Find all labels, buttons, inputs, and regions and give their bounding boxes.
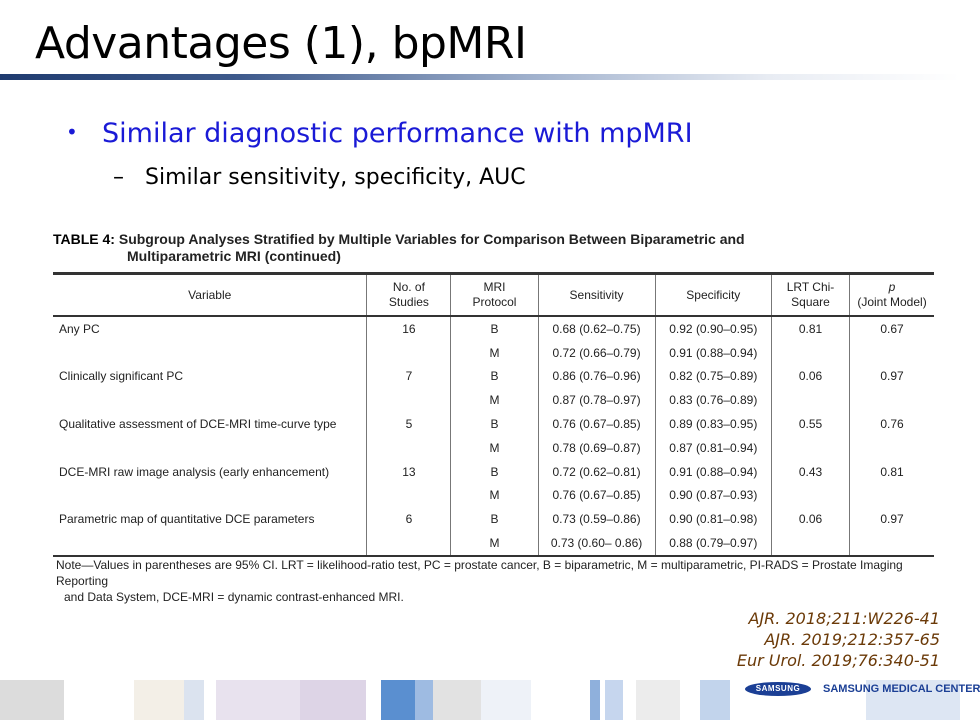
cell-p [850,436,934,460]
footer-block [433,680,481,720]
cell-lrt [772,388,850,412]
footer-block [700,680,730,720]
cell-lrt [772,341,850,365]
cell-specificity: 0.82 (0.75–0.89) [655,365,771,389]
cell-protocol: B [451,316,538,341]
cell-protocol: B [451,412,538,436]
header-specificity: Specificity [655,274,771,317]
header-mri-protocol: MRI Protocol [451,274,538,317]
cell-variable: Qualitative assessment of DCE-MRI time-curve type [59,417,337,432]
cell-lrt: 0.55 [772,412,850,436]
footer-block [415,680,433,720]
cell-sensitivity: 0.86 (0.76–0.96) [538,365,655,389]
cell-p [850,531,934,556]
results-table [53,272,934,557]
cell-lrt [772,531,850,556]
table-row [53,316,934,341]
cell-p: 0.97 [850,507,934,531]
bullet-dot-icon: • [66,120,78,144]
cell-variable [53,341,367,365]
table-row [53,341,934,365]
cell-sensitivity: 0.87 (0.78–0.97) [538,388,655,412]
header-sensitivity: Sensitivity [538,274,655,317]
cell-protocol: M [451,341,538,365]
cell-variable: Clinically significant PC [59,369,184,384]
table-row [53,388,934,412]
cell-sensitivity: 0.72 (0.66–0.79) [538,341,655,365]
cell-p: 0.81 [850,460,934,484]
header-p-joint: p (Joint Model) [850,274,934,317]
reference-1: AJR. 2018;211:W226-41 [748,609,940,628]
footer-block [216,680,300,720]
footer-block [0,680,64,720]
cell-variable: Parametric map of quantitative DCE parameters [59,512,315,527]
cell-lrt: 0.06 [772,507,850,531]
footer-block [300,680,366,720]
reference-2: AJR. 2019;212:357-65 [764,630,940,649]
cell-studies: 7 [367,365,451,389]
header-lrt: LRT Chi- Square [772,274,850,317]
cell-variable: Any PC [59,321,100,336]
cell-lrt [772,436,850,460]
cell-sensitivity: 0.72 (0.62–0.81) [538,460,655,484]
footer-block [636,680,680,720]
cell-studies [367,484,451,508]
cell-lrt [772,484,850,508]
table-header-row [53,274,934,317]
samsung-logo-oval: SAMSUNG [745,682,811,696]
cell-studies [367,341,451,365]
cell-p [850,484,934,508]
table-caption-line1: Subgroup Analyses Stratified by Multiple Variables for Comparison Between Biparametric and [118,231,745,247]
cell-specificity: 0.83 (0.76–0.89) [655,388,771,412]
table-caption-lead: TABLE 4: [53,231,115,247]
cell-protocol: M [451,388,538,412]
cell-p [850,341,934,365]
footer-block [605,680,623,720]
cell-specificity: 0.91 (0.88–0.94) [655,460,771,484]
table-note-line1: Note—Values in parentheses are 95% CI. LRT = likelihood-ratio test, PC = prostate cancer, B = biparametric, M = multiparametric, PI-RADS = Prostate Imaging Reporting [56,558,903,588]
cell-specificity: 0.90 (0.81–0.98) [655,507,771,531]
cell-variable [53,436,367,460]
footer-block [381,680,415,720]
slide-title: Advantages (1), bpMRI [35,18,527,69]
cell-variable [53,484,367,508]
cell-p: 0.76 [850,412,934,436]
cell-p: 0.67 [850,316,934,341]
table-note-line2: and Data System, DCE-MRI = dynamic contrast-enhanced MRI. [64,590,404,604]
table-row [53,460,934,484]
cell-protocol: B [451,460,538,484]
references [737,608,940,671]
table-row [53,412,934,436]
cell-specificity: 0.91 (0.88–0.94) [655,341,771,365]
cell-studies: 5 [367,412,451,436]
table-caption [53,231,745,265]
cell-p: 0.97 [850,365,934,389]
cell-sensitivity: 0.73 (0.60– 0.86) [538,531,655,556]
table-row [53,436,934,460]
cell-protocol: M [451,484,538,508]
cell-variable: DCE-MRI raw image analysis (early enhancement) [59,464,330,479]
table-row [53,365,934,389]
footer-block [590,680,600,720]
cell-specificity: 0.89 (0.83–0.95) [655,412,771,436]
cell-sensitivity: 0.76 (0.67–0.85) [538,412,655,436]
cell-lrt: 0.43 [772,460,850,484]
cell-protocol: B [451,507,538,531]
table-note [56,557,936,605]
cell-specificity: 0.87 (0.81–0.94) [655,436,771,460]
cell-protocol: M [451,531,538,556]
cell-protocol: B [451,365,538,389]
bullet-level2 [113,165,526,190]
reference-3: Eur Urol. 2019;76:340-51 [736,651,940,670]
bullet-level1-text: Similar diagnostic performance with mpMRI [102,118,693,149]
footer-block [184,680,204,720]
cell-variable [53,531,367,556]
cell-specificity: 0.90 (0.87–0.93) [655,484,771,508]
cell-sensitivity: 0.78 (0.69–0.87) [538,436,655,460]
bullet-level2-text: Similar sensitivity, specificity, AUC [145,165,526,190]
header-no-studies: No. of Studies [367,274,451,317]
cell-studies: 6 [367,507,451,531]
cell-specificity: 0.92 (0.90–0.95) [655,316,771,341]
bullet-level1 [66,118,693,149]
cell-lrt: 0.81 [772,316,850,341]
samsung-medical-center-label: SAMSUNG MEDICAL CENTER [823,683,980,695]
table-caption-line2: Multiparametric MRI (continued) [127,248,341,264]
cell-variable [53,388,367,412]
cell-sensitivity: 0.76 (0.67–0.85) [538,484,655,508]
cell-specificity: 0.88 (0.79–0.97) [655,531,771,556]
title-underline [0,74,960,80]
cell-lrt: 0.06 [772,365,850,389]
footer-block [134,680,184,720]
header-variable: Variable [188,287,232,302]
cell-sensitivity: 0.68 (0.62–0.75) [538,316,655,341]
table-row [53,507,934,531]
cell-studies: 16 [367,316,451,341]
bullet-dash-icon: – [113,165,124,190]
cell-studies [367,388,451,412]
footer-block [481,680,531,720]
cell-studies [367,531,451,556]
footer-decorative-strip [0,680,960,720]
table-row [53,484,934,508]
cell-protocol: M [451,436,538,460]
cell-sensitivity: 0.73 (0.59–0.86) [538,507,655,531]
cell-studies [367,436,451,460]
cell-p [850,388,934,412]
cell-studies: 13 [367,460,451,484]
table-row [53,531,934,556]
